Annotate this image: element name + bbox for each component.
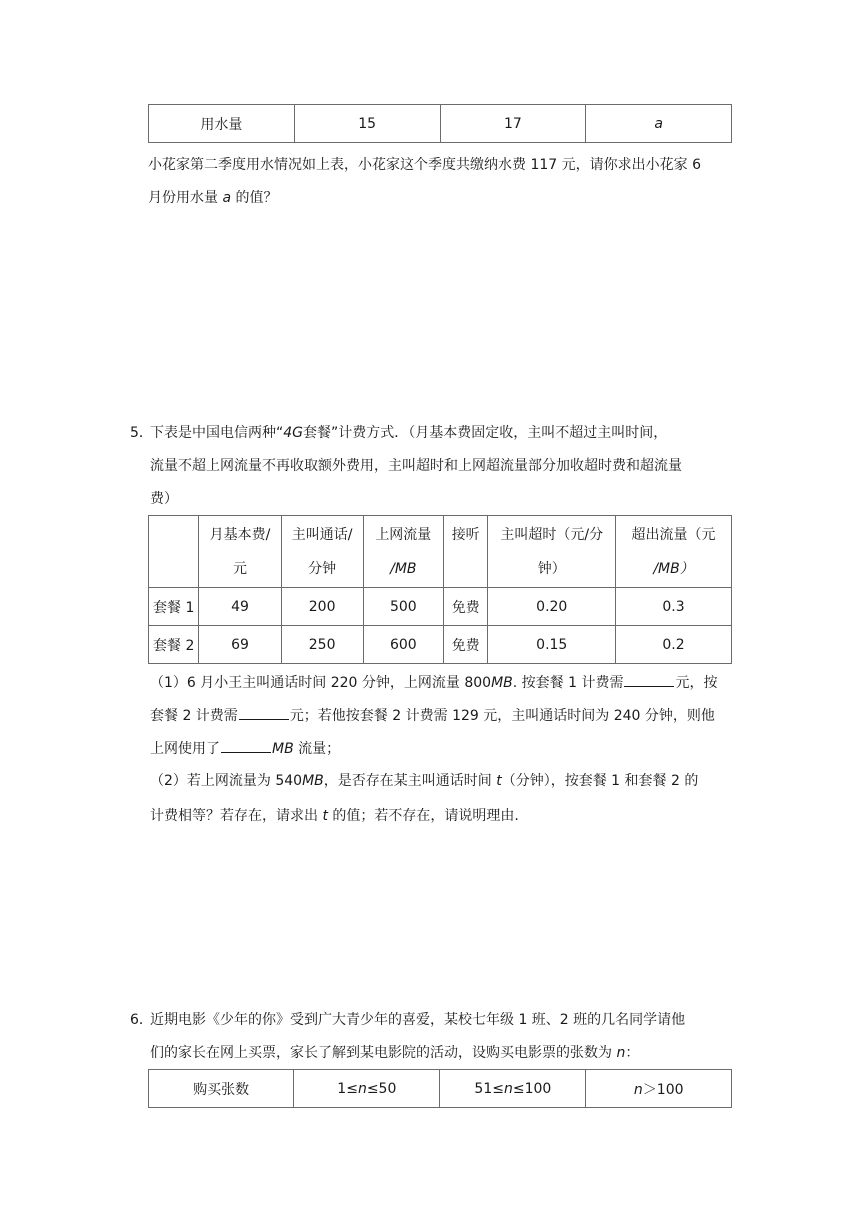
text-span: 元，按 <box>675 675 718 691</box>
header-text: 元 <box>233 560 247 577</box>
table-row <box>149 588 732 626</box>
variable-n: n <box>357 1080 367 1097</box>
text-span: 1≤ <box>337 1080 358 1097</box>
q5-sub2-line2 <box>150 806 519 826</box>
header-text: /MB <box>390 560 417 577</box>
header-text: 钟） <box>537 560 566 577</box>
table-cell: 免费 <box>443 626 488 664</box>
text-span: 流量； <box>293 741 341 757</box>
q5-sub1-line3 <box>150 738 340 759</box>
problem4-text-line2 <box>148 188 278 208</box>
variable-t: t <box>496 773 502 789</box>
q6-line2 <box>150 1043 639 1063</box>
table-cell: 0.2 <box>616 626 732 664</box>
table-cell: 0.15 <box>488 626 616 664</box>
answer-blank[interactable] <box>624 672 674 687</box>
text-span: ≤50 <box>366 1080 397 1097</box>
text-span: ，是否存在某主叫通话时间 <box>323 773 497 789</box>
text-span: 计费相等？若存在，请求出 <box>150 808 323 824</box>
problem4-text-line1: 小花家第二季度用水情况如上表，小花家这个季度共缴纳水费 117 元，请你求出小花家 6 <box>148 157 701 173</box>
ticket-range-2 <box>440 1070 586 1108</box>
q5-sub2-line1 <box>150 771 698 791</box>
answer-blank[interactable] <box>239 705 289 720</box>
text-span: ＞100 <box>642 1081 684 1098</box>
header-cell <box>199 516 281 588</box>
text-span: 月份用水量 <box>148 190 223 206</box>
header-text: 上网流量 <box>375 526 432 543</box>
table-cell: 250 <box>281 626 363 664</box>
header-text: 月基本费/ <box>209 526 271 543</box>
table-cell: 0.3 <box>616 588 732 626</box>
header-text: 分钟 <box>308 560 337 577</box>
text-span: 们的家长在网上买票，家长了解到某电影院的活动，设购买电影票的张数为 <box>150 1045 617 1061</box>
table-cell: 600 <box>363 626 443 664</box>
variable-a: a <box>222 190 232 206</box>
table-cell: 套餐 1 <box>149 588 199 626</box>
ticket-label: 购买张数 <box>149 1070 294 1108</box>
ticket-range-1 <box>294 1070 440 1108</box>
ticket-range-3 <box>586 1070 732 1108</box>
header-cell <box>363 516 443 588</box>
q5-sub1-line1 <box>150 672 717 693</box>
header-cell <box>281 516 363 588</box>
water-usage-cell: 15 <box>294 105 440 143</box>
q6-line1: 近期电影《少年的你》受到广大青少年的喜爱，某校七年级 1 班、2 班的几名同学请他 <box>150 1012 686 1028</box>
table-cell: 套餐 2 <box>149 626 199 664</box>
table-row <box>149 626 732 664</box>
header-cell <box>149 516 199 588</box>
table-cell: 500 <box>363 588 443 626</box>
unit-mb: MB <box>272 741 294 757</box>
water-usage-cell: 17 <box>440 105 586 143</box>
q5-sub1-line2 <box>150 705 715 726</box>
answer-blank[interactable] <box>221 738 271 753</box>
table-cell: 0.20 <box>488 588 616 626</box>
variable-4g: 4G <box>283 425 304 441</box>
ticket-quantity-table <box>148 1069 732 1108</box>
text-span: 的值？ <box>231 190 278 206</box>
text-span: 51≤ <box>474 1080 504 1097</box>
text-span: 下表是中国电信两种“ <box>150 425 284 441</box>
unit-mb: MB <box>491 675 513 691</box>
text-span: . 按套餐 1 计费需 <box>512 675 624 691</box>
q5-number: 5． <box>130 425 153 441</box>
variable-t: t <box>322 808 328 824</box>
header-text: 超出流量（元 <box>631 526 716 543</box>
header-cell <box>616 516 732 588</box>
water-usage-table <box>148 104 732 143</box>
q5-line2: 流量不超上网流量不再收取额外费用，主叫超时和上网超流量部分加收超时费和超流量 <box>150 458 682 474</box>
water-usage-cell: a <box>586 105 732 143</box>
text-span: ≤100 <box>512 1080 552 1097</box>
text-span: （1）6 月小王主叫通话时间 220 分钟，上网流量 800 <box>150 675 492 691</box>
text-span: 元；若他按套餐 2 计费需 129 元，主叫通话时间为 240 分钟，则他 <box>289 708 715 724</box>
text-span: （2）若上网流量为 540 <box>150 773 303 789</box>
table-cell: 49 <box>199 588 281 626</box>
table-cell: 免费 <box>443 588 488 626</box>
table-cell: 200 <box>281 588 363 626</box>
text-span: 的值；若不存在，请说明理由. <box>327 808 519 824</box>
text-span: 上网使用了 <box>150 741 220 757</box>
water-usage-label: 用水量 <box>149 105 295 143</box>
table-cell: 69 <box>199 626 281 664</box>
header-cell <box>488 516 616 588</box>
package-fee-table <box>148 515 732 664</box>
text-span: 套餐”计费方式．（月基本费固定收，主叫不超过主叫时间， <box>303 425 668 441</box>
header-cell <box>443 516 488 588</box>
text-span: ： <box>625 1045 640 1061</box>
header-text: 接听 <box>451 526 480 543</box>
text-span: （分钟），按套餐 1 和套餐 2 的 <box>501 773 699 789</box>
q5-line1 <box>150 423 667 443</box>
unit-mb: MB <box>302 773 324 789</box>
header-text: /MB） <box>653 560 694 577</box>
text-span: 套餐 2 计费需 <box>150 708 238 724</box>
header-text: 主叫超时（元/分 <box>500 526 604 543</box>
variable-n: n <box>633 1081 643 1098</box>
variable-n: n <box>616 1045 626 1061</box>
q6-number: 6． <box>130 1012 153 1028</box>
variable-n: n <box>503 1080 513 1097</box>
q5-line3: 费） <box>150 491 178 507</box>
header-text: 主叫通话/ <box>291 526 353 543</box>
